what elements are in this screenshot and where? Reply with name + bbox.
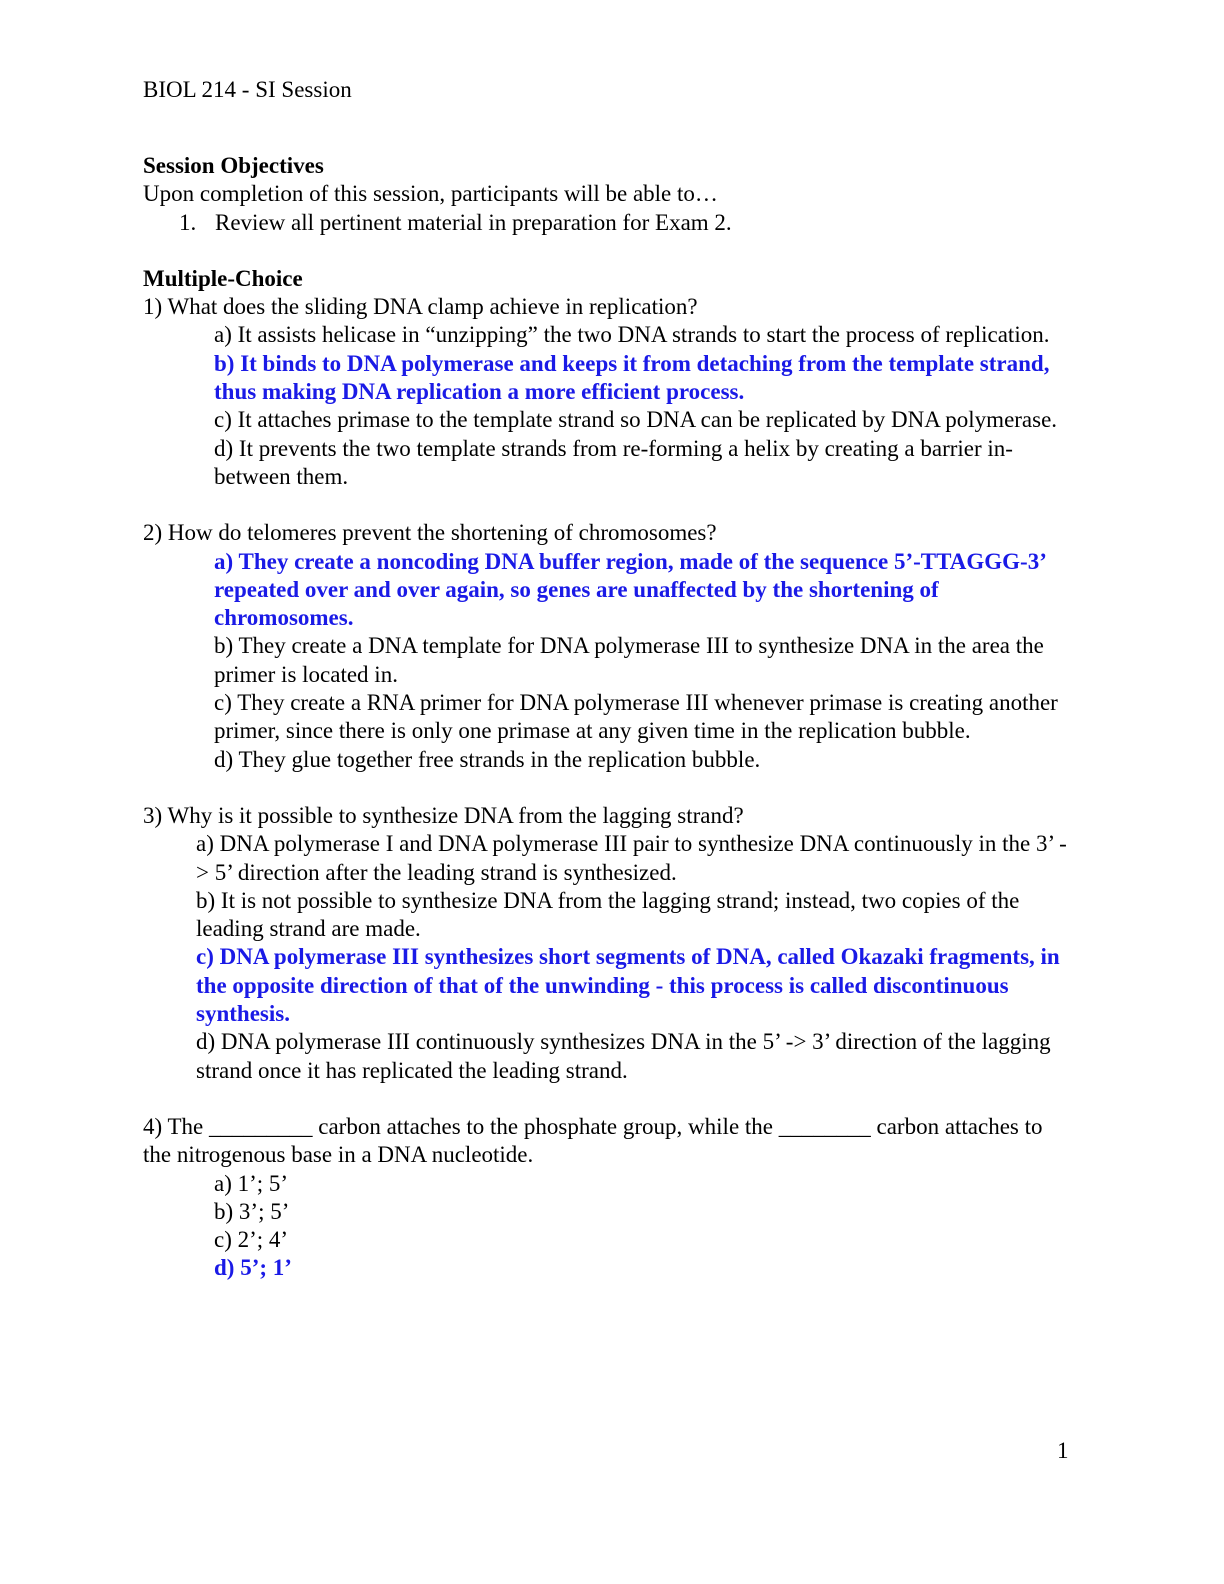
answer-option-d-correct: d) 5’; 1’: [214, 1255, 292, 1281]
answer-option-a: a) DNA polymerase I and DNA polymerase III pair to synthesize DNA continuously in the 3’ -> 5’ direction after the leading strand is synthesized.: [196, 831, 1067, 885]
question-prompt: 1) What does the sliding DNA clamp achieve in replication?: [143, 294, 698, 320]
answer-options: [143, 321, 1073, 491]
objectives-heading: Session Objectives: [143, 153, 324, 178]
answer-option-c-correct: c) DNA polymerase III synthesizes short segments of DNA, called Okazaki fragments, in the opposite direction of that of the unwinding - this process is called discontinuous synthesis.: [196, 944, 1060, 1027]
answer-options: [143, 830, 1073, 1085]
objectives-intro: Upon completion of this session, participants will be able to…: [143, 181, 718, 207]
answer-option-b: b) It is not possible to synthesize DNA from the lagging strand; instead, two copies of the leading strand are made.: [196, 887, 1020, 942]
answer-option-a: a) It assists helicase in “unzipping” the two DNA strands to start the process of replication.: [214, 322, 1050, 348]
objective-item: [143, 209, 1073, 237]
answer-option-a-correct: a) They create a noncoding DNA buffer region, made of the sequence 5’-TTAGGG-3’ repeated over and over again, so genes are unaffected by the shortening of chromosomes.: [214, 548, 1046, 631]
answer-options: [143, 1170, 1073, 1283]
answer-option-d: d) DNA polymerase III continuously synthesizes DNA in the 5’ -> 3’ direction of the lagging strand once it has replicated the leading strand.: [196, 1029, 1051, 1083]
objective-text: Review all pertinent material in preparation for Exam 2.: [215, 209, 732, 235]
page-number: 1: [1057, 1438, 1069, 1463]
answer-option-b: b) 3’; 5’: [214, 1198, 290, 1224]
answer-option-a: a) 1’; 5’: [214, 1170, 289, 1196]
course-header: BIOL 214 - SI Session: [143, 77, 352, 102]
answer-option-c: c) 2’; 4’: [214, 1227, 289, 1253]
objective-number: 1.: [179, 209, 197, 235]
document-body: [143, 152, 1073, 1283]
answer-option-b-correct: b) It binds to DNA polymerase and keeps it from detaching from the template strand, thus making DNA replication a more efficient process.: [214, 350, 1050, 405]
question-prompt: 3) Why is it possible to synthesize DNA from the lagging strand?: [143, 802, 744, 828]
answer-options: [143, 548, 1073, 774]
answer-option-d: d) It prevents the two template strands from re-forming a helix by creating a barrier in-between them.: [214, 435, 1013, 489]
question-4: [143, 1113, 1073, 1283]
question-prompt: 4) The _________ carbon attaches to the phosphate group, while the ________ carbon attaches to the nitrogenous base in a DNA nucleotide.: [143, 1113, 1043, 1168]
question-3: [143, 802, 1073, 1085]
multiple-choice-heading: Multiple-Choice: [143, 265, 303, 291]
question-1: [143, 293, 1073, 491]
answer-option-b: b) They create a DNA template for DNA polymerase III to synthesize DNA in the area the primer is located in.: [214, 633, 1044, 687]
answer-option-c: c) It attaches primase to the template strand so DNA can be replicated by DNA polymerase.: [214, 407, 1058, 433]
question-prompt: 2) How do telomeres prevent the shortening of chromosomes?: [143, 520, 717, 546]
answer-option-d: d) They glue together free strands in the replication bubble.: [214, 746, 761, 772]
answer-option-c: c) They create a RNA primer for DNA polymerase III whenever primase is creating another primer, since there is only one primase at any given time in the replication bubble.: [214, 690, 1058, 744]
question-2: [143, 519, 1073, 774]
